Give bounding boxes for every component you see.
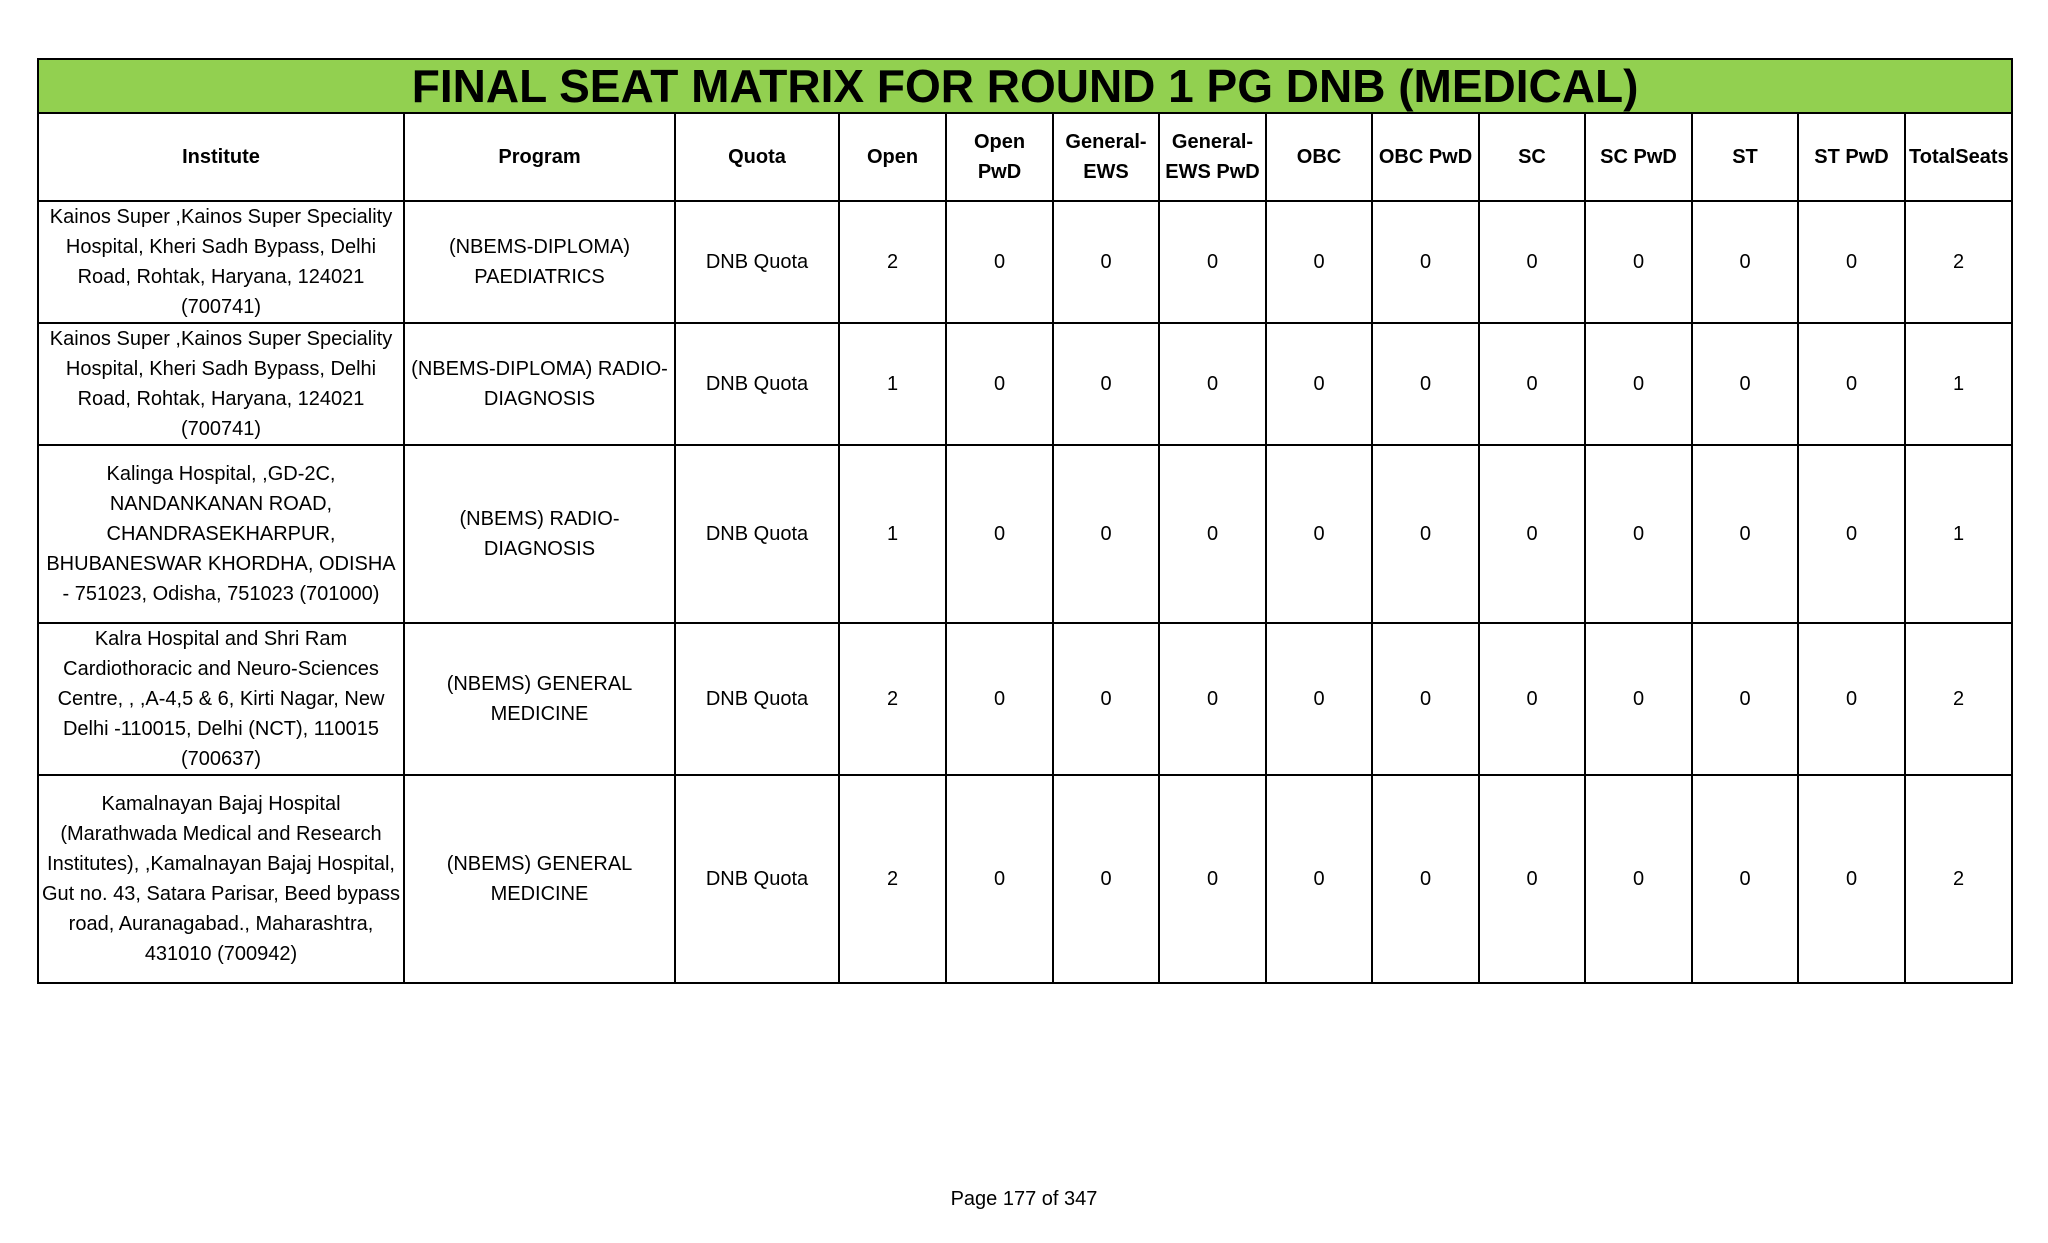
col-header-open-pwd: Open PwD xyxy=(946,113,1053,201)
sc-pwd-cell: 0 xyxy=(1585,445,1692,623)
general-ews-pwd-cell: 0 xyxy=(1159,775,1266,983)
institute-cell: Kainos Super ,Kainos Super Speciality Hospital, Kheri Sadh Bypass, Delhi Road, Rohtak, Haryana, 124021 (700741) xyxy=(38,201,404,323)
total-seats-cell: 2 xyxy=(1905,623,2012,775)
table-row xyxy=(38,775,2012,983)
seat-matrix-table xyxy=(37,58,2013,984)
col-header-open: Open xyxy=(839,113,946,201)
st-pwd-cell: 0 xyxy=(1798,201,1905,323)
col-header-st-pwd: ST PwD xyxy=(1798,113,1905,201)
open-cell: 2 xyxy=(839,201,946,323)
col-header-obc: OBC xyxy=(1266,113,1372,201)
sc-pwd-cell: 0 xyxy=(1585,623,1692,775)
col-header-obc-pwd: OBC PwD xyxy=(1372,113,1479,201)
page-number: Page 177 of 347 xyxy=(950,1188,1098,1210)
table-row xyxy=(38,445,2012,623)
st-cell: 0 xyxy=(1692,445,1798,623)
general-ews-cell: 0 xyxy=(1053,623,1159,775)
open-pwd-cell: 0 xyxy=(946,445,1053,623)
st-pwd-cell: 0 xyxy=(1798,445,1905,623)
institute-cell: Kainos Super ,Kainos Super Speciality Hospital, Kheri Sadh Bypass, Delhi Road, Rohtak, Haryana, 124021 (700741) xyxy=(38,323,404,445)
general-ews-pwd-cell: 0 xyxy=(1159,323,1266,445)
program-cell: (NBEMS-DIPLOMA) RADIO-DIAGNOSIS xyxy=(404,323,675,445)
obc-cell: 0 xyxy=(1266,323,1372,445)
open-cell: 2 xyxy=(839,623,946,775)
sc-cell: 0 xyxy=(1479,623,1585,775)
program-cell: (NBEMS-DIPLOMA) PAEDIATRICS xyxy=(404,201,675,323)
quota-cell: DNB Quota xyxy=(675,775,839,983)
sc-pwd-cell: 0 xyxy=(1585,201,1692,323)
sc-cell: 0 xyxy=(1479,775,1585,983)
quota-cell: DNB Quota xyxy=(675,201,839,323)
obc-cell: 0 xyxy=(1266,623,1372,775)
page-title: FINAL SEAT MATRIX FOR ROUND 1 PG DNB (MEDICAL) xyxy=(38,59,2012,113)
title-row xyxy=(38,59,2012,113)
general-ews-cell: 0 xyxy=(1053,445,1159,623)
st-cell: 0 xyxy=(1692,623,1798,775)
sc-pwd-cell: 0 xyxy=(1585,323,1692,445)
total-seats-cell: 2 xyxy=(1905,201,2012,323)
table-row xyxy=(38,323,2012,445)
sc-pwd-cell: 0 xyxy=(1585,775,1692,983)
open-cell: 1 xyxy=(839,445,946,623)
program-cell: (NBEMS) GENERAL MEDICINE xyxy=(404,623,675,775)
quota-cell: DNB Quota xyxy=(675,445,839,623)
header-row xyxy=(38,113,2012,201)
open-pwd-cell: 0 xyxy=(946,323,1053,445)
col-header-institute: Institute xyxy=(38,113,404,201)
open-pwd-cell: 0 xyxy=(946,775,1053,983)
st-pwd-cell: 0 xyxy=(1798,775,1905,983)
institute-cell: Kalra Hospital and Shri Ram Cardiothoracic and Neuro-Sciences Centre, , ,A-4,5 & 6, Kirti Nagar, New Delhi -110015, Delhi (NCT), 110015 (700637) xyxy=(38,623,404,775)
st-pwd-cell: 0 xyxy=(1798,323,1905,445)
obc-pwd-cell: 0 xyxy=(1372,775,1479,983)
quota-cell: DNB Quota xyxy=(675,623,839,775)
open-cell: 2 xyxy=(839,775,946,983)
open-pwd-cell: 0 xyxy=(946,623,1053,775)
total-seats-cell: 1 xyxy=(1905,445,2012,623)
col-header-total-seats: TotalSeats xyxy=(1905,113,2012,201)
col-header-sc: SC xyxy=(1479,113,1585,201)
st-cell: 0 xyxy=(1692,201,1798,323)
obc-pwd-cell: 0 xyxy=(1372,623,1479,775)
general-ews-pwd-cell: 0 xyxy=(1159,201,1266,323)
general-ews-cell: 0 xyxy=(1053,323,1159,445)
col-header-quota: Quota xyxy=(675,113,839,201)
obc-pwd-cell: 0 xyxy=(1372,201,1479,323)
table-row xyxy=(38,623,2012,775)
col-header-program: Program xyxy=(404,113,675,201)
table-row xyxy=(38,201,2012,323)
col-header-st: ST xyxy=(1692,113,1798,201)
sc-cell: 0 xyxy=(1479,445,1585,623)
obc-cell: 0 xyxy=(1266,775,1372,983)
program-cell: (NBEMS) GENERAL MEDICINE xyxy=(404,775,675,983)
total-seats-cell: 1 xyxy=(1905,323,2012,445)
general-ews-cell: 0 xyxy=(1053,201,1159,323)
st-cell: 0 xyxy=(1692,323,1798,445)
sc-cell: 0 xyxy=(1479,323,1585,445)
sc-cell: 0 xyxy=(1479,201,1585,323)
st-pwd-cell: 0 xyxy=(1798,623,1905,775)
quota-cell: DNB Quota xyxy=(675,323,839,445)
col-header-sc-pwd: SC PwD xyxy=(1585,113,1692,201)
general-ews-pwd-cell: 0 xyxy=(1159,623,1266,775)
program-cell: (NBEMS) RADIO-DIAGNOSIS xyxy=(404,445,675,623)
general-ews-cell: 0 xyxy=(1053,775,1159,983)
col-header-general-ews: General-EWS xyxy=(1053,113,1159,201)
col-header-general-ews-pwd: General-EWS PwD xyxy=(1159,113,1266,201)
institute-cell: Kamalnayan Bajaj Hospital (Marathwada Medical and Research Institutes), ,Kamalnayan Bajaj Hospital, Gut no. 43, Satara Parisar, Beed bypass road, Auranagabad., Maharashtra, 431010 (700942) xyxy=(38,775,404,983)
total-seats-cell: 2 xyxy=(1905,775,2012,983)
open-pwd-cell: 0 xyxy=(946,201,1053,323)
st-cell: 0 xyxy=(1692,775,1798,983)
obc-cell: 0 xyxy=(1266,445,1372,623)
obc-cell: 0 xyxy=(1266,201,1372,323)
general-ews-pwd-cell: 0 xyxy=(1159,445,1266,623)
obc-pwd-cell: 0 xyxy=(1372,323,1479,445)
open-cell: 1 xyxy=(839,323,946,445)
obc-pwd-cell: 0 xyxy=(1372,445,1479,623)
institute-cell: Kalinga Hospital, ,GD-2C, NANDANKANAN ROAD, CHANDRASEKHARPUR, BHUBANESWAR KHORDHA, ODISHA - 751023, Odisha, 751023 (701000) xyxy=(38,445,404,623)
